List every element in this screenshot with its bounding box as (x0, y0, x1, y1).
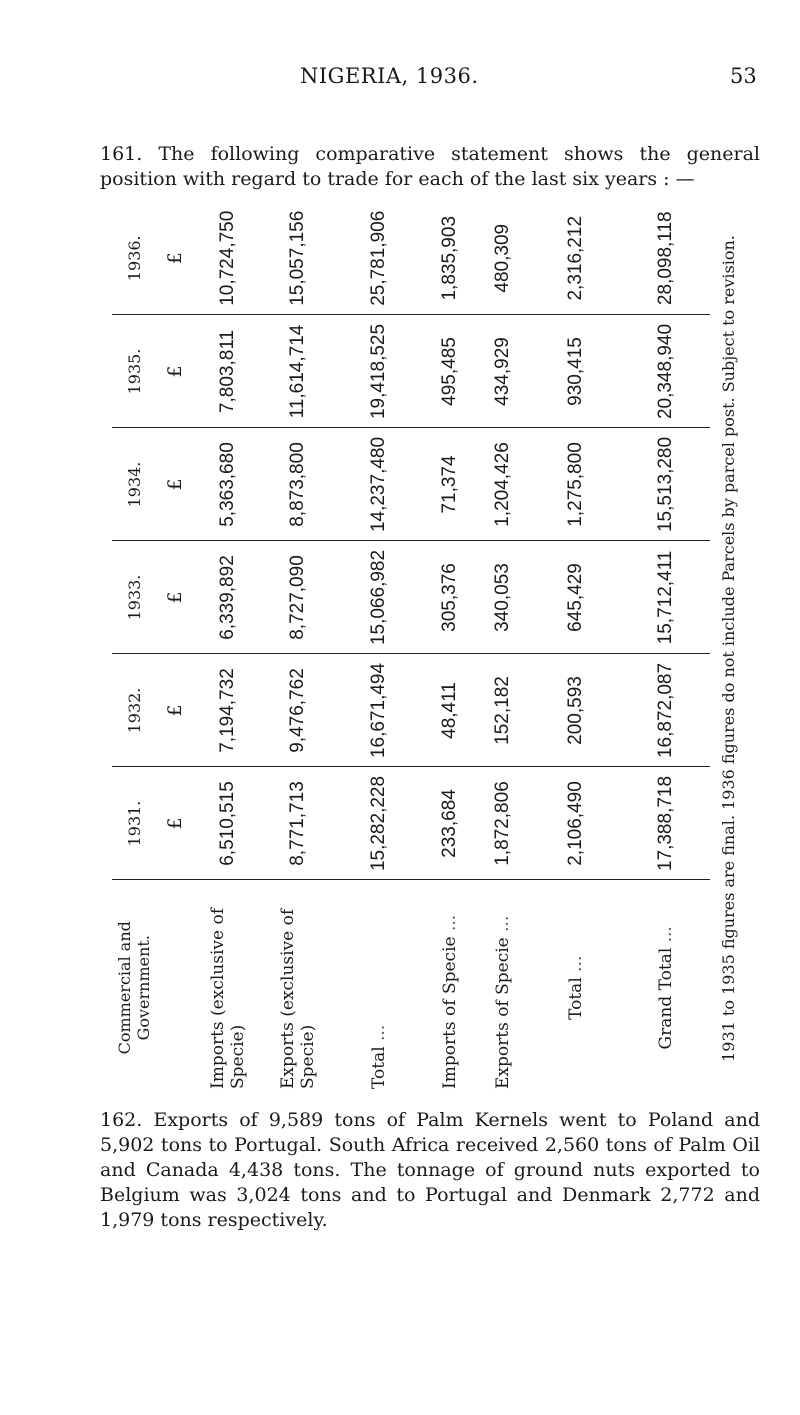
table-row-specie-total (529, 202, 622, 1095)
row-label: Imports (exclusive of Specie) (208, 908, 249, 1089)
table-cell: 8,873,800 (263, 428, 333, 541)
table-row-exports (263, 202, 333, 1095)
table-cell: 19,418,525 (333, 315, 424, 428)
paragraph-162: 162. Exports of 9,589 tons of Palm Kernels went to Poland and 5,902 tons to Portugal. South Africa received 2,560 tons of Palm Oil and Canada 4,438 tons. The tonnage of ground nuts exported to Belgium was 3,024 tons and to Portugal and Denmark 2,772 and 1,979 tons respectively. (100, 1109, 760, 1231)
table-cell: 11,614,714 (263, 315, 333, 428)
table-cell: 16,872,087 (622, 654, 710, 767)
table-cell: 340,053 (477, 541, 529, 654)
unit-label: £ (156, 202, 193, 315)
row-label: Exports of Specie ... (492, 915, 513, 1089)
table-cell: 15,712,411 (622, 541, 710, 654)
table-cell: 15,066,982 (333, 541, 424, 654)
table-cell: 15,057,156 (263, 202, 333, 315)
row-label: Total ... (565, 955, 586, 1020)
table-cell: 14,237,480 (333, 428, 424, 541)
table-footnote-region (707, 202, 751, 1095)
table-cell: 645,429 (529, 541, 622, 654)
table-cell: 48,411 (424, 654, 476, 767)
column-header-category: Commercial and Government. (115, 921, 153, 1055)
table-row-total (333, 202, 424, 1095)
table-cell: 2,316,212 (529, 202, 622, 315)
table-cell: 233,684 (424, 767, 476, 880)
column-header-year: 1934. (112, 428, 156, 541)
table-cell: 17,388,718 (622, 767, 710, 880)
column-header-year: 1931. (112, 767, 156, 880)
table-cell: 8,771,713 (263, 767, 333, 880)
table-cell: 9,476,762 (263, 654, 333, 767)
trade-table-region (112, 202, 710, 1095)
table-cell: 6,339,892 (193, 541, 263, 654)
table-cell: 7,194,732 (193, 654, 263, 767)
column-header-year: 1932. (112, 654, 156, 767)
table-cell: 15,282,228 (333, 767, 424, 880)
table-cell: 15,513,280 (622, 428, 710, 541)
table-cell: 1,275,800 (529, 428, 622, 541)
unit-label: £ (156, 767, 193, 880)
table-cell: 495,485 (424, 315, 476, 428)
table-cell: 1,835,903 (424, 202, 476, 315)
column-header-year: 1933. (112, 541, 156, 654)
table-cell: 930,415 (529, 315, 622, 428)
unit-label: £ (156, 541, 193, 654)
table-header-row (112, 202, 156, 1095)
table-cell: 8,727,090 (263, 541, 333, 654)
column-header-year: 1936. (112, 202, 156, 315)
table-cell: 200,593 (529, 654, 622, 767)
row-label: Total ... (368, 1024, 389, 1089)
table-cell: 7,803,811 (193, 315, 263, 428)
row-label: Grand Total ... (656, 926, 677, 1050)
table-row-exports-specie (477, 202, 529, 1095)
table-cell: 71,374 (424, 428, 476, 541)
unit-label: £ (156, 428, 193, 541)
running-header: NIGERIA, 1936. (300, 64, 479, 88)
table-row-imports (193, 202, 263, 1095)
table-footnote: 1931 to 1935 figures are final. 1936 figures do not include Parcels by parcel post. Subject to revision. (719, 235, 738, 1062)
row-label: Exports (exclusive of Specie) (278, 908, 319, 1089)
table-cell: 434,929 (477, 315, 529, 428)
page-number: 53 (730, 64, 757, 88)
paragraph-161: 161. The following comparative statement shows the general position with regard to trade for each of the last six years : — (100, 143, 760, 190)
table-cell: 2,106,490 (529, 767, 622, 880)
table-cell: 5,363,680 (193, 428, 263, 541)
trade-comparison-table (112, 202, 710, 1095)
unit-label: £ (156, 654, 193, 767)
table-cell: 1,204,426 (477, 428, 529, 541)
unit-label: £ (156, 315, 193, 428)
table-cell: 20,348,940 (622, 315, 710, 428)
table-cell: 25,781,906 (333, 202, 424, 315)
table-cell: 1,872,806 (477, 767, 529, 880)
table-cell: 305,376 (424, 541, 476, 654)
table-cell: 10,724,750 (193, 202, 263, 315)
table-cell: 480,309 (477, 202, 529, 315)
column-header-year: 1935. (112, 315, 156, 428)
table-row-grand-total (622, 202, 710, 1095)
table-cell: 16,671,494 (333, 654, 424, 767)
table-cell: 28,098,118 (622, 202, 710, 315)
unit-row (156, 202, 193, 1095)
table-cell: 152,182 (477, 654, 529, 767)
table-row-imports-specie (424, 202, 476, 1095)
table-cell: 6,510,515 (193, 767, 263, 880)
row-label: Imports of Specie ... (440, 914, 461, 1089)
